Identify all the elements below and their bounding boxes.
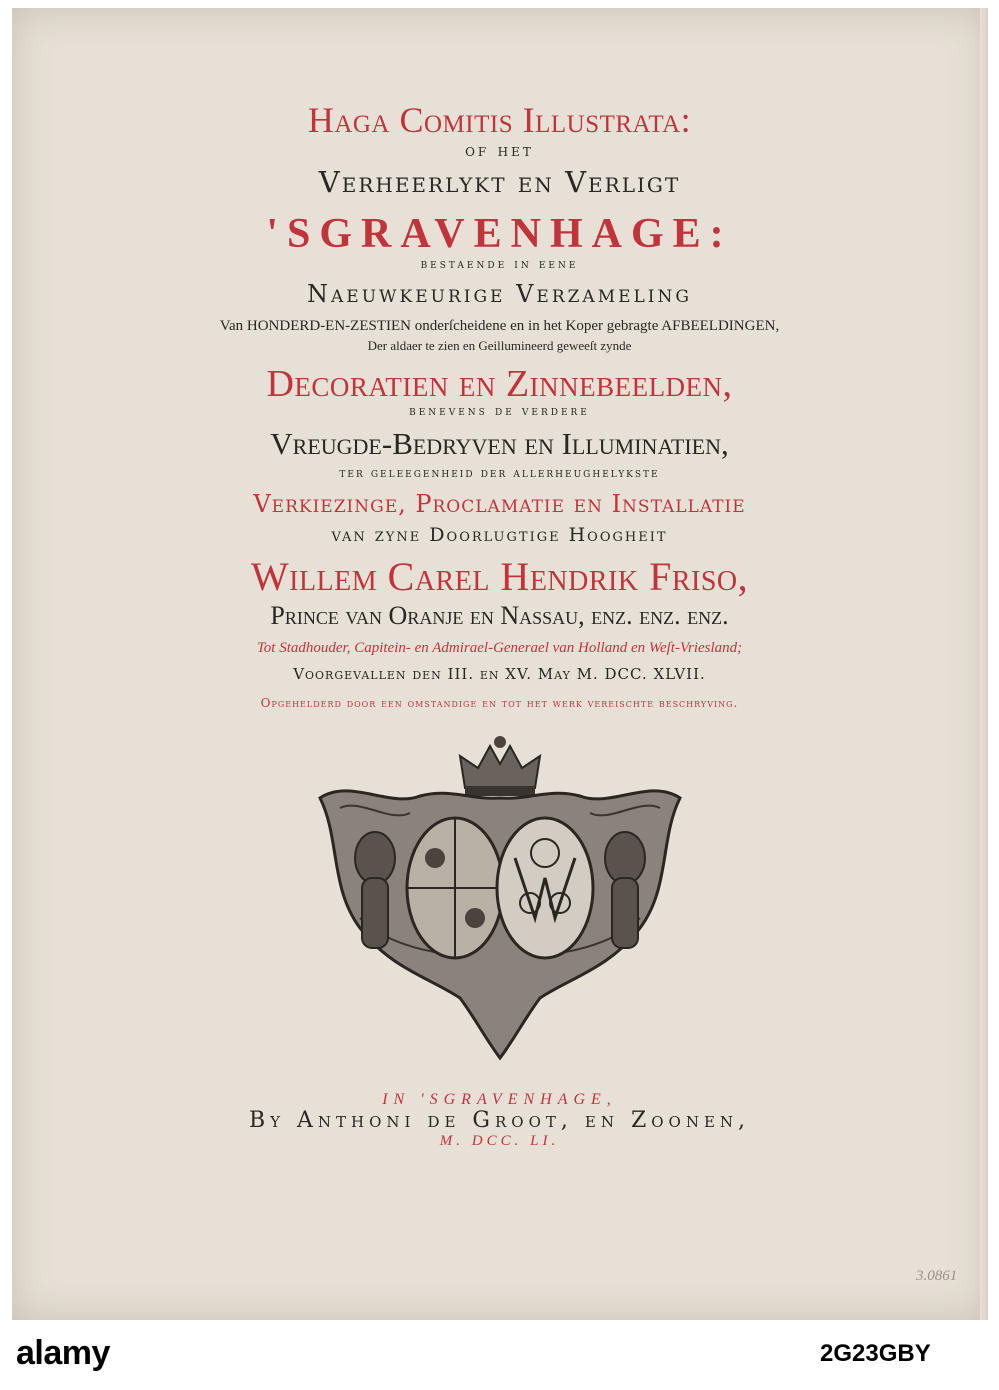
- lion-supporter-left-icon: [355, 832, 395, 948]
- subtitle-prince-title: Prince van Oranje en Nassau, enz. enz. enz.: [270, 601, 729, 630]
- imprint-place: IN 'SGRAVENHAGE,: [382, 1091, 617, 1108]
- crown-icon: [460, 736, 540, 796]
- subtitle-beschryving: Opgehelderd door een omstandige en tot het werk vereischte beschryving.: [260, 696, 739, 710]
- coat-of-arms-emblem: [300, 728, 700, 1068]
- subtitle-date: Voorgevallen den III. en XV. May M. DCC. XLVII.: [293, 665, 706, 683]
- heading-decoratien: Decoratien en Zinnebeelden,: [266, 363, 733, 405]
- subtitle-benevens: benevens de verdere: [409, 404, 590, 419]
- watermark-brand: alamy: [16, 1334, 110, 1372]
- subtitle-bestaende: bestaende in eene: [420, 257, 579, 272]
- subtitle-stadhouder: Tot Stadhouder, Capitein- en Admirael-Generael van Holland en Weſt-Vriesland;: [256, 640, 743, 656]
- subtitle-geleegenheid: ter geleegenheid der allerheughelykste: [339, 466, 660, 481]
- heading-verkiezinge: Verkiezinge, Proclamatie en Installatie: [253, 490, 746, 518]
- stock-image-id: 2G23GBY: [820, 1340, 931, 1367]
- shield-arms-icon: [407, 818, 503, 958]
- heading-vreugde: Vreugde-Bedryven en Illuminatien,: [270, 426, 729, 461]
- subtitle-of-het: of het: [465, 141, 534, 161]
- heading-prince-name: Willem Carel Hendrik Friso,: [250, 554, 749, 599]
- subtitle-verzameling: Naeuwkeurige Verzameling: [307, 280, 692, 308]
- imprint-year: M. DCC. LI.: [439, 1133, 560, 1149]
- monogram-shield-icon: [497, 818, 593, 958]
- subtitle-afbeeldingen: Van HONDERD-EN-ZESTIEN onderſcheidene en in het Koper gebragte AFBEELDINGEN,: [219, 318, 780, 334]
- subtitle-verheerlykt: Verheerlykt en Verligt: [318, 165, 681, 199]
- lion-supporter-right-icon: [605, 832, 645, 948]
- pencil-annotation: 3.0861: [916, 1268, 958, 1284]
- main-title: Haga Comitis Illustrata:: [307, 100, 692, 140]
- city-name: 'SGRAVENHAGE:: [266, 211, 733, 257]
- imprint-publisher: By Anthoni de Groot, en Zoonen,: [248, 1108, 751, 1133]
- subtitle-hoogheit: van zyne Doorlugtige Hoogheit: [331, 524, 668, 546]
- subtitle-geillumineerd: Der aldaer te zien en Geillumineerd geweeſt zynde: [367, 338, 632, 353]
